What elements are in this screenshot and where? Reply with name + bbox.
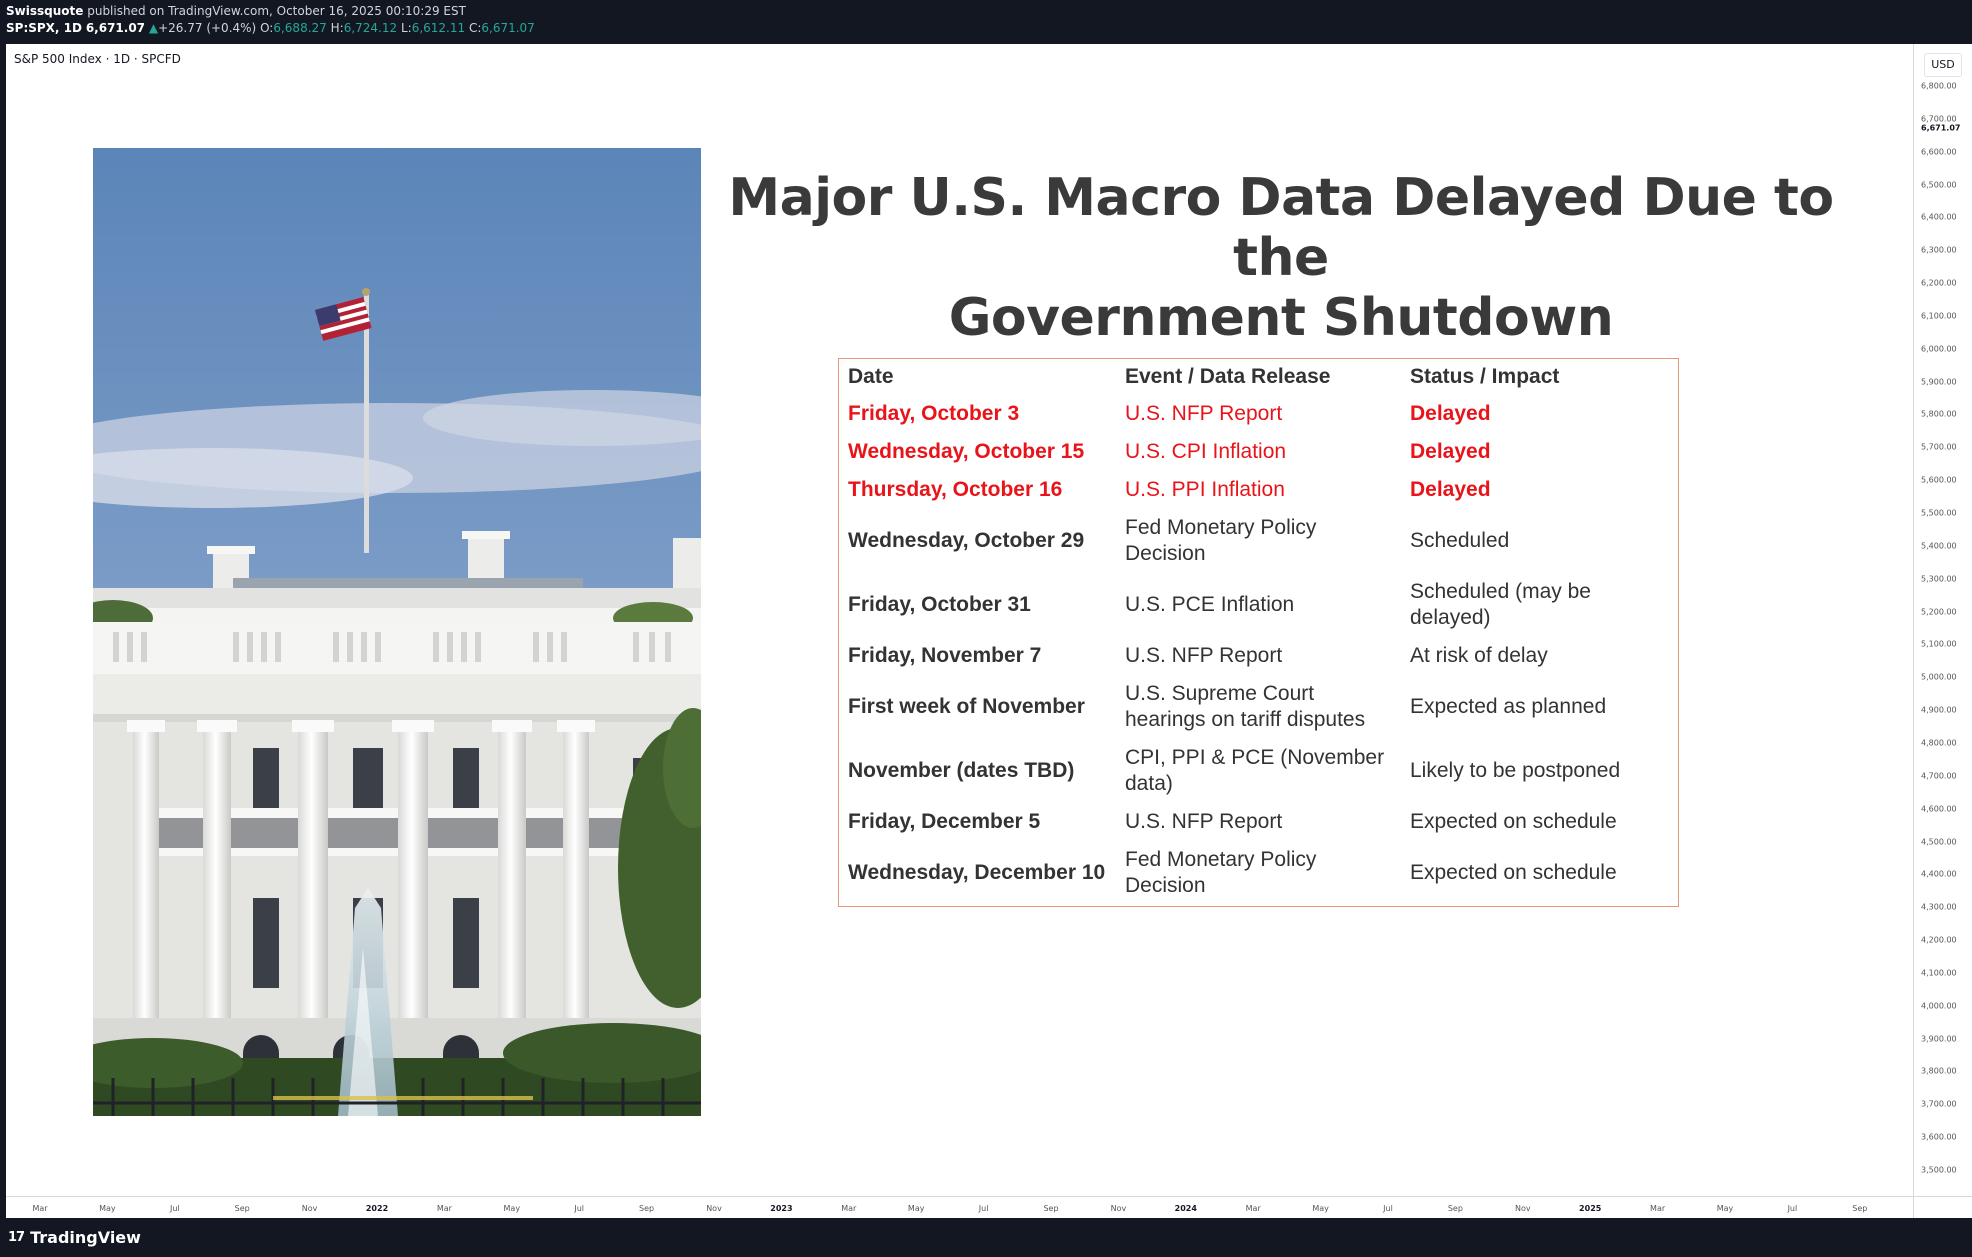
time-tick: Jul bbox=[574, 1204, 585, 1213]
price-tick: 6,700.00 bbox=[1921, 114, 1957, 124]
time-tick: Sep bbox=[1043, 1204, 1059, 1213]
price-tick: 5,600.00 bbox=[1921, 475, 1957, 485]
price-tick: 5,300.00 bbox=[1921, 574, 1957, 584]
axis-corner bbox=[1913, 1196, 1972, 1219]
time-tick: May bbox=[1716, 1204, 1734, 1213]
slide-title-line2: Government Shutdown bbox=[948, 288, 1614, 348]
price-change: +26.77 (+0.4%) bbox=[158, 21, 257, 35]
time-tick: May bbox=[907, 1204, 925, 1213]
cell-date: Friday, December 5 bbox=[848, 810, 1041, 833]
price-tick: 3,800.00 bbox=[1921, 1066, 1957, 1076]
price-tick: 5,000.00 bbox=[1921, 672, 1957, 682]
time-tick: Nov bbox=[1514, 1204, 1531, 1213]
price-tick: 6,300.00 bbox=[1921, 245, 1957, 255]
chart-title: S&P 500 Index · 1D · SPCFD bbox=[14, 52, 181, 66]
header-status: Status / Impact bbox=[1410, 365, 1560, 388]
cell-date: First week of November bbox=[848, 695, 1085, 718]
price-tick: 6,600.00 bbox=[1921, 147, 1957, 157]
tradingview-mark: 17 bbox=[8, 1230, 25, 1245]
price-tick: 4,000.00 bbox=[1921, 1001, 1957, 1011]
time-tick: 2024 bbox=[1174, 1204, 1197, 1213]
cell-status: Expected on schedule bbox=[1410, 861, 1617, 884]
table-row bbox=[839, 573, 1678, 637]
header-event: Event / Data Release bbox=[1125, 365, 1331, 388]
time-tick: Nov bbox=[1110, 1204, 1127, 1213]
table-row bbox=[839, 637, 1678, 675]
time-tick: Mar bbox=[841, 1204, 857, 1213]
cell-event: U.S. NFP Report bbox=[1125, 402, 1283, 425]
table-row bbox=[839, 395, 1678, 433]
slide-title bbox=[706, 168, 1856, 348]
last-price: 6,671.07 bbox=[85, 21, 146, 35]
time-tick: Sep bbox=[234, 1204, 250, 1213]
cell-date: Wednesday, October 15 bbox=[848, 440, 1085, 463]
low-label: L: bbox=[400, 21, 412, 35]
cell-status: Delayed bbox=[1410, 478, 1491, 501]
price-tick: 3,500.00 bbox=[1921, 1165, 1957, 1175]
cell-status: Delayed bbox=[1410, 402, 1491, 425]
open-value: 6,688.27 bbox=[273, 21, 327, 35]
open-label: O: bbox=[260, 21, 274, 35]
table-row bbox=[839, 509, 1678, 573]
low-value: 6,612.11 bbox=[411, 21, 466, 35]
time-tick: Mar bbox=[436, 1204, 452, 1213]
table-row bbox=[839, 471, 1678, 509]
table-row bbox=[839, 841, 1678, 905]
up-arrow-icon: ▲ bbox=[148, 21, 159, 35]
publisher-line bbox=[6, 4, 466, 18]
currency-button[interactable]: USD bbox=[1924, 53, 1962, 77]
price-tick: 4,100.00 bbox=[1921, 968, 1957, 978]
cell-status: Expected on schedule bbox=[1410, 810, 1617, 833]
price-tick: 3,900.00 bbox=[1921, 1034, 1957, 1044]
price-tick: 5,900.00 bbox=[1921, 377, 1957, 387]
price-tick: 3,700.00 bbox=[1921, 1099, 1957, 1109]
price-tick: 6,800.00 bbox=[1921, 81, 1957, 91]
cell-event: Fed Monetary Policy Decision bbox=[1125, 848, 1317, 897]
price-tick: 6,100.00 bbox=[1921, 311, 1957, 321]
time-tick: Nov bbox=[706, 1204, 722, 1213]
time-tick: May bbox=[503, 1204, 521, 1213]
cell-status: At risk of delay bbox=[1410, 644, 1548, 667]
cell-date: Friday, October 31 bbox=[848, 593, 1031, 616]
price-tick: 4,500.00 bbox=[1921, 837, 1957, 846]
cell-date: Friday, October 3 bbox=[848, 402, 1020, 425]
price-tick: 5,200.00 bbox=[1921, 607, 1957, 617]
time-tick: Mar bbox=[1650, 1204, 1666, 1213]
price-tick: 6,000.00 bbox=[1921, 344, 1957, 354]
cell-date: Thursday, October 16 bbox=[848, 478, 1063, 501]
cell-status: Scheduled (may be delayed) bbox=[1410, 580, 1591, 629]
publish-header bbox=[0, 0, 1972, 44]
high-label: H: bbox=[330, 21, 344, 35]
header-date: Date bbox=[848, 365, 894, 388]
price-tick: 4,600.00 bbox=[1921, 804, 1957, 814]
slide-title-line1: Major U.S. Macro Data Delayed Due to the bbox=[728, 168, 1834, 288]
price-tick: 6,400.00 bbox=[1921, 212, 1957, 222]
price-axis[interactable] bbox=[1913, 44, 1972, 1196]
cell-event: U.S. PPI Inflation bbox=[1125, 478, 1285, 501]
time-tick: Sep bbox=[1852, 1204, 1868, 1213]
price-tick: 4,800.00 bbox=[1921, 738, 1957, 748]
price-tick: 5,800.00 bbox=[1921, 409, 1957, 419]
time-tick: Sep bbox=[639, 1204, 655, 1213]
price-tick: 5,500.00 bbox=[1921, 508, 1957, 518]
time-tick: Nov bbox=[301, 1204, 318, 1213]
cell-date: November (dates TBD) bbox=[848, 759, 1075, 782]
price-tick: 4,300.00 bbox=[1921, 902, 1957, 912]
macro-data-table bbox=[838, 358, 1679, 907]
symbol-label[interactable]: SP:SPX, 1D bbox=[6, 21, 82, 35]
ohlc-line bbox=[6, 21, 535, 35]
table-header-row bbox=[839, 359, 1678, 395]
cell-event: CPI, PPI & PCE (November data) bbox=[1125, 746, 1385, 795]
chart-pane[interactable] bbox=[6, 44, 1913, 1196]
cell-event: U.S. Supreme Court hearings on tariff disputes bbox=[1125, 682, 1366, 731]
table-row bbox=[839, 803, 1678, 841]
cell-event: U.S. PCE Inflation bbox=[1125, 593, 1295, 616]
cell-status: Likely to be postponed bbox=[1410, 759, 1621, 782]
price-tick: 5,100.00 bbox=[1921, 639, 1957, 649]
close-label: C: bbox=[468, 21, 482, 35]
price-tick: 6,500.00 bbox=[1921, 180, 1957, 190]
table-row bbox=[839, 433, 1678, 471]
cell-date: Wednesday, December 10 bbox=[848, 861, 1106, 884]
time-tick: Mar bbox=[32, 1204, 48, 1213]
tradingview-logo-icon[interactable] bbox=[8, 1228, 141, 1247]
time-tick: Sep bbox=[1447, 1204, 1463, 1213]
time-tick: Jul bbox=[1383, 1204, 1393, 1213]
time-tick: Mar bbox=[1245, 1204, 1261, 1213]
table-row bbox=[839, 675, 1678, 739]
price-tick: 4,700.00 bbox=[1921, 771, 1957, 781]
time-tick: May bbox=[1312, 1204, 1329, 1213]
cell-event: U.S. NFP Report bbox=[1125, 810, 1283, 833]
price-tick: 5,700.00 bbox=[1921, 442, 1957, 452]
cell-status: Delayed bbox=[1410, 440, 1491, 463]
price-tick: 5,400.00 bbox=[1921, 541, 1957, 551]
published-text: published on TradingView.com, October 16, 2025 00:10:29 EST bbox=[87, 4, 466, 18]
cell-date: Friday, November 7 bbox=[848, 644, 1042, 667]
cell-date: Wednesday, October 29 bbox=[848, 529, 1085, 552]
cell-status: Scheduled bbox=[1410, 529, 1510, 552]
time-tick: Jul bbox=[169, 1204, 180, 1213]
cell-status: Expected as planned bbox=[1410, 695, 1607, 718]
time-axis[interactable] bbox=[6, 1196, 1913, 1219]
white-house-photo bbox=[93, 148, 701, 1116]
price-tick: 4,200.00 bbox=[1921, 935, 1957, 945]
time-tick: May bbox=[99, 1204, 116, 1213]
cell-event: U.S. NFP Report bbox=[1125, 644, 1283, 667]
price-tick: 6,671.07 bbox=[1921, 123, 1961, 133]
time-tick: 2023 bbox=[770, 1204, 793, 1213]
time-tick: 2025 bbox=[1579, 1204, 1602, 1213]
time-tick: 2022 bbox=[365, 1204, 389, 1213]
publisher-name[interactable]: Swissquote bbox=[6, 4, 84, 18]
time-tick: Jul bbox=[978, 1204, 989, 1213]
price-tick: 4,400.00 bbox=[1921, 869, 1957, 879]
tradingview-brand: TradingView bbox=[30, 1228, 141, 1247]
price-tick: 4,900.00 bbox=[1921, 705, 1957, 715]
footer-bar bbox=[0, 1218, 1972, 1257]
price-tick: 6,200.00 bbox=[1921, 278, 1957, 288]
price-tick: 3,600.00 bbox=[1921, 1132, 1957, 1142]
cell-event: U.S. CPI Inflation bbox=[1125, 440, 1287, 463]
time-tick: Jul bbox=[1787, 1204, 1798, 1213]
table-row bbox=[839, 739, 1678, 803]
close-value: 6,671.07 bbox=[481, 21, 535, 35]
high-value: 6,724.12 bbox=[343, 21, 398, 35]
cell-event: Fed Monetary Policy Decision bbox=[1125, 516, 1317, 565]
